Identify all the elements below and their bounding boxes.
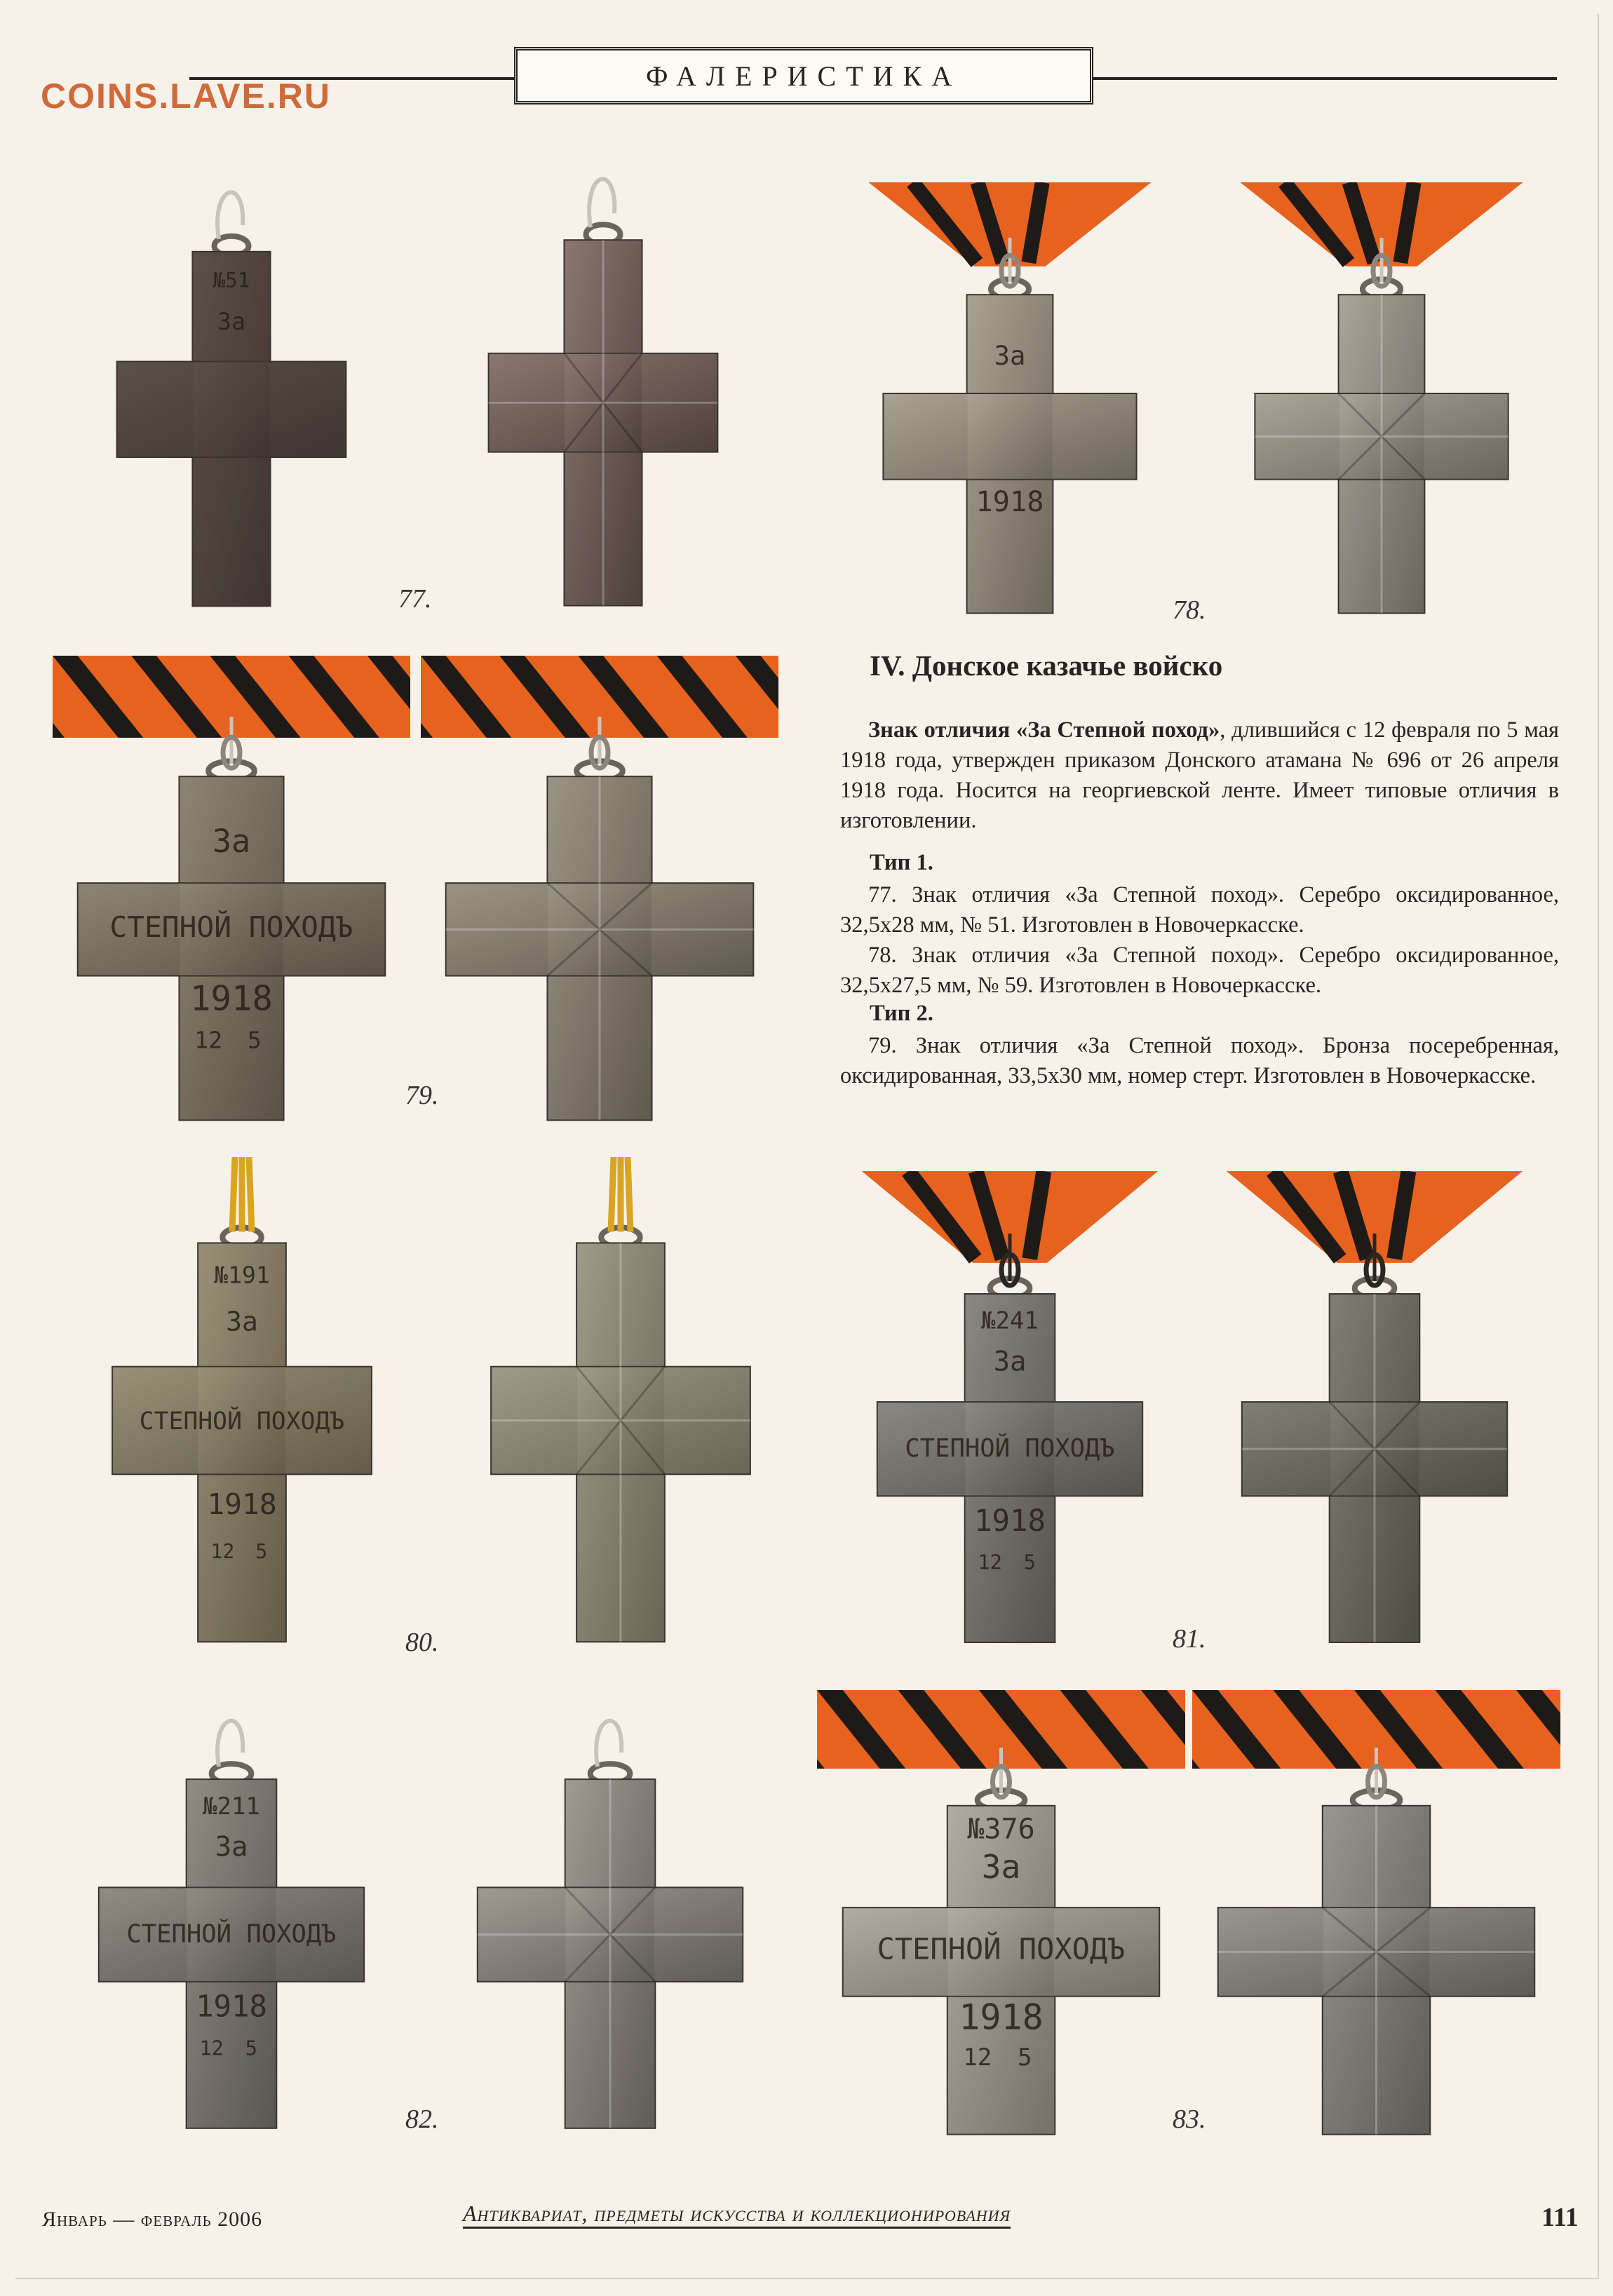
engraving-day-83: 12: [963, 2044, 992, 2072]
cross-78-front: [883, 295, 1136, 613]
engraving-za-79: За: [212, 823, 251, 860]
engraving-year-83: 1918: [959, 1997, 1044, 2038]
cross-79-back: [446, 776, 754, 1120]
cross-79-front: [78, 776, 386, 1120]
cross-77-front: [117, 252, 346, 607]
caption-83: 83.: [1173, 2105, 1206, 2134]
item-78-text: 78. Знак отличия «За Степной поход». Серебро оксидированное, 32,5х27,5 мм, № 59. Изготовлен в Новочеркасске.: [840, 943, 1559, 998]
section-title: IV. Донское казачье войско: [870, 649, 1223, 682]
engraving-day-80: 12: [210, 1539, 235, 1563]
engraving-pokhod-83: СТЕПНОЙ ПОХОДЪ: [877, 1931, 1126, 1966]
engraving-number-77: №51: [212, 268, 250, 292]
medal-79-back-photo: [421, 656, 778, 1140]
engraving-pokhod-80: СТЕПНОЙ ПОХОДЪ: [139, 1407, 345, 1436]
engraving-day-79: 12: [194, 1026, 223, 1054]
medal-83-back-photo: [1192, 1690, 1560, 2153]
item-77-text: 77. Знак отличия «За Степной поход». Серебро оксидированное, 32,5х28 мм, № 51. Изготовлен в Новочеркасске.: [840, 882, 1559, 938]
hanger-80-front: [222, 1157, 261, 1247]
hanger-82-front: [212, 1721, 252, 1783]
cross-83-front: [843, 1806, 1160, 2135]
engraving-za-80: За: [226, 1306, 258, 1337]
item-79-text: 79. Знак отличия «За Степной поход». Бронза посеребренная, оксидированная, 33,5х30 мм, номер стерт. Изготовлен в Новочеркасске.: [840, 1033, 1559, 1088]
medal-80-back-photo: [470, 1157, 771, 1662]
engraving-number-83: №376: [967, 1813, 1035, 1846]
engraving-za-82: За: [215, 1831, 248, 1863]
cross-80-back: [491, 1243, 750, 1642]
footer-magazine-title: Антиквариат, предметы искусства и коллекционирования: [463, 2201, 1011, 2226]
cross-80-front: [112, 1243, 372, 1642]
hanger-80-back: [601, 1157, 640, 1247]
watermark: COINS.LAVE.RU: [41, 76, 331, 116]
medal-77-front-photo: [98, 175, 365, 624]
cross-81-front: [877, 1294, 1142, 1642]
footer-issue: Январь — февраль 2006: [42, 2208, 263, 2231]
engraving-za-83: За: [981, 1847, 1021, 1886]
engraving-year-79: 1918: [189, 978, 274, 1019]
engraving-pokhod-81: СТЕПНОЙ ПОХОДЪ: [905, 1433, 1115, 1463]
cross-78-back: [1255, 295, 1508, 613]
cross-83-back: [1218, 1806, 1535, 2135]
medal-82-back-photo: [456, 1704, 764, 2146]
medal-79-front-photo: [53, 656, 410, 1140]
engraving-month-82: 5: [245, 2036, 257, 2060]
engraving-year-82: 1918: [196, 1989, 267, 2024]
engraving-day-81: 12: [978, 1550, 1003, 1574]
cross-82-front: [99, 1779, 364, 2128]
engraving-pokhod-82: СТЕПНОЙ ПОХОДЪ: [126, 1919, 337, 1949]
medal-78-back-photo: [1234, 182, 1529, 631]
caption-81: 81.: [1173, 1624, 1206, 1654]
cross-81-back: [1242, 1294, 1507, 1642]
hanger-77-front: [215, 192, 249, 255]
engraving-year-81: 1918: [974, 1503, 1046, 1538]
engraving-za-77: За: [217, 308, 246, 336]
engraving-za-78: За: [994, 341, 1026, 372]
hanger-82-back: [590, 1721, 630, 1783]
engraving-number-81: №241: [981, 1306, 1039, 1335]
engraving-number-80: №191: [214, 1261, 270, 1289]
medal-82-front-photo: [77, 1704, 386, 2146]
caption-78: 78.: [1173, 595, 1206, 625]
intro-lead: Знак отличия «За Степной поход»: [868, 717, 1220, 743]
section-header-text: ФАЛЕРИСТИКА: [645, 60, 962, 92]
engraving-day-82: 12: [199, 2036, 224, 2060]
engraving-za-81: За: [993, 1346, 1027, 1378]
engraving-pokhod-79: СТЕПНОЙ ПОХОДЪ: [109, 910, 353, 944]
engraving-number-82: №211: [203, 1792, 260, 1820]
cross-77-back: [489, 240, 718, 605]
medal-83-front-photo: [817, 1690, 1185, 2153]
engraving-month-83: 5: [1018, 2044, 1032, 2072]
type-2-heading: Тип 2.: [870, 1001, 933, 1026]
intro-rest: , длившийся с 12 февраля по 5 мая 1918 года, утвержден приказом Донского атамана № 696 от 26 апреля 1918 года. Носится на георгиевской ленте. Имеет типовые отличия в изготовлении.: [840, 717, 1560, 833]
medal-77-back-photo: [470, 161, 736, 624]
medal-80-front-photo: [91, 1157, 393, 1662]
engraving-month-79: 5: [247, 1026, 262, 1054]
caption-82: 82.: [405, 2105, 439, 2134]
caption-79: 79.: [405, 1081, 439, 1110]
intro-paragraph: [840, 715, 1559, 836]
caption-80: 80.: [405, 1628, 439, 1657]
cross-82-back: [478, 1779, 743, 2128]
hanger-77-back: [586, 179, 621, 244]
medal-81-front-photo: [856, 1171, 1164, 1662]
section-header: [514, 47, 1093, 104]
engraving-year-80: 1918: [207, 1487, 277, 1522]
medal-78-front-photo: [863, 182, 1157, 631]
page-number: 111: [1541, 2203, 1579, 2232]
engraving-month-81: 5: [1023, 1550, 1036, 1574]
caption-77: 77.: [398, 584, 432, 614]
type-1-heading: Тип 1.: [870, 850, 933, 875]
medal-81-back-photo: [1220, 1171, 1529, 1662]
engraving-month-80: 5: [255, 1539, 268, 1563]
engraving-year-78: 1918: [976, 485, 1044, 519]
